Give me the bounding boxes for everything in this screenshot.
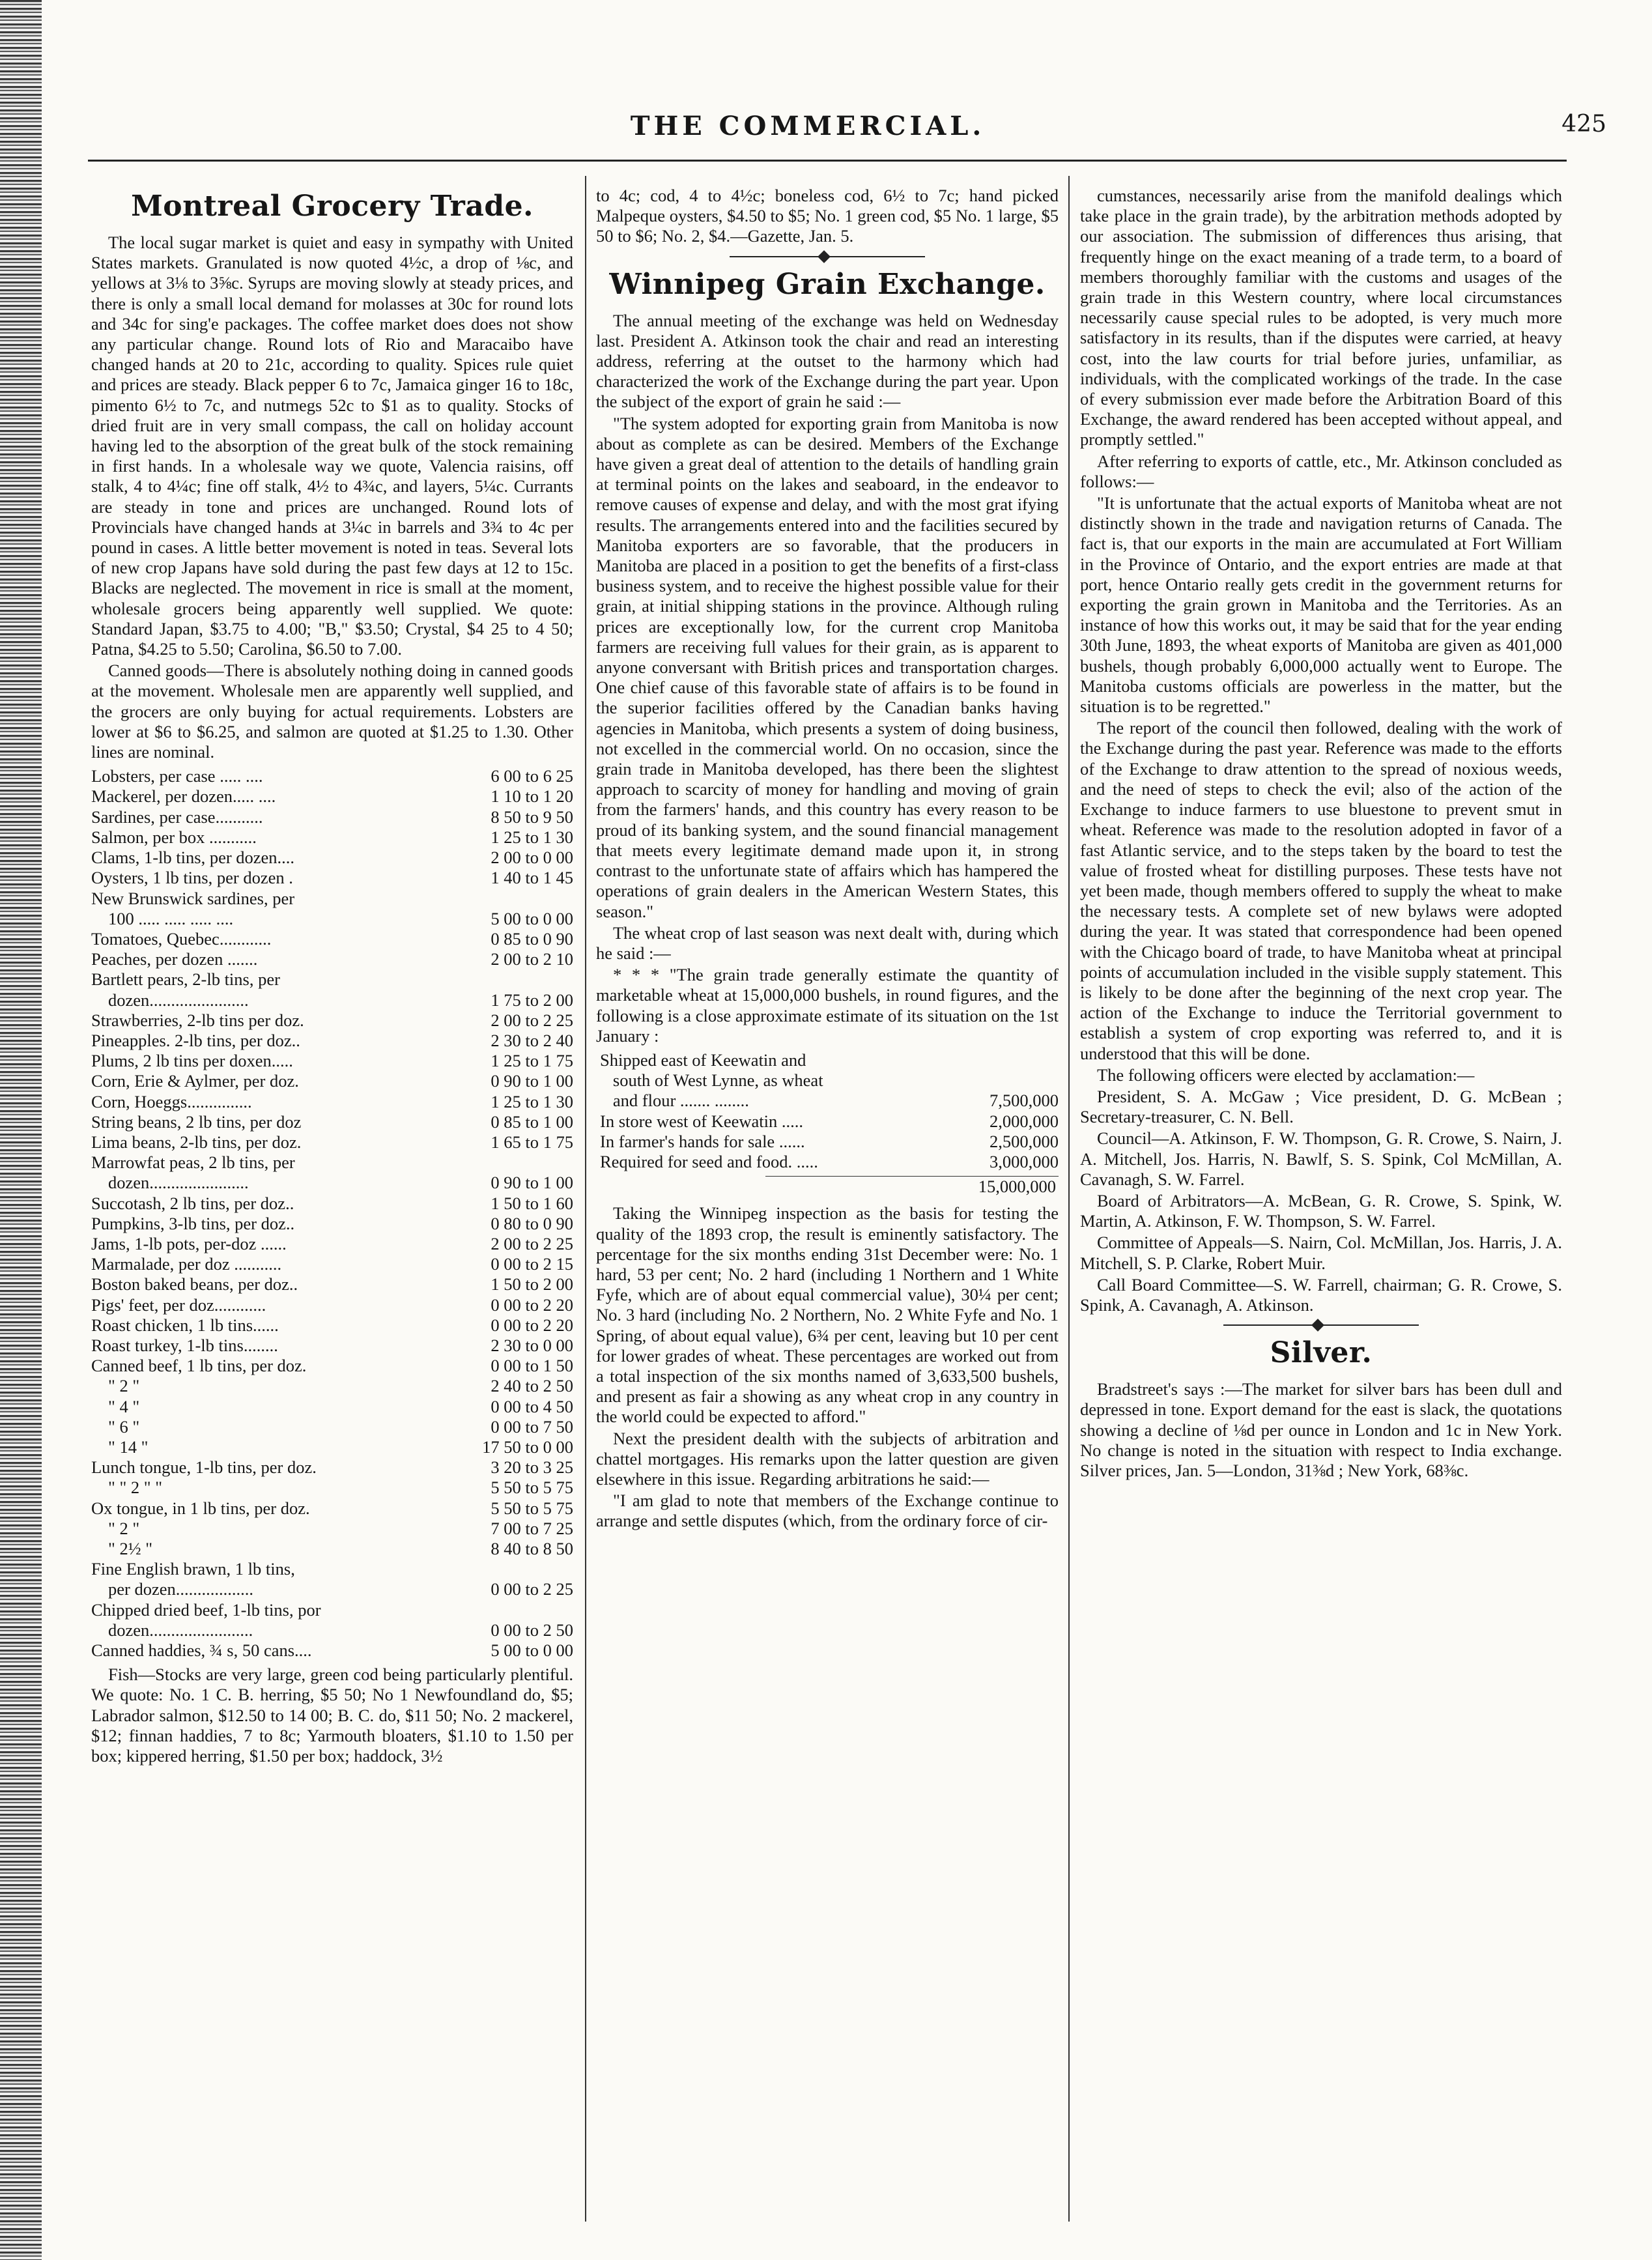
continued-text: to 4c; cod, 4 to 4½c; boneless cod, 6½ to 7c; hand picked Malpeque oysters, $4.50 to $5; No. 1 green cod, $5 No. 1 large, $5 50 to $6; No. 2, $4.—Gazette, Jan. 5. bbox=[596, 186, 1059, 246]
price-row bbox=[91, 1600, 573, 1620]
paragraph: The following officers were elected by acclamation:— bbox=[1097, 1065, 1475, 1085]
price-range: 1 25 to 1 30 bbox=[491, 827, 573, 847]
price-item: Oysters, 1 lb tins, per dozen . bbox=[91, 868, 293, 888]
price-range: 2 30 to 0 00 bbox=[491, 1335, 573, 1355]
grain-row bbox=[596, 1152, 1059, 1172]
price-item: per dozen.................. bbox=[108, 1579, 253, 1599]
price-item: Pumpkins, 3-lb tins, per doz.. bbox=[91, 1213, 295, 1233]
price-item: Roast turkey, 1-lb tins........ bbox=[91, 1335, 278, 1355]
price-range: 2 30 to 2 40 bbox=[491, 1030, 573, 1050]
price-row bbox=[91, 1051, 573, 1071]
price-row bbox=[91, 1112, 573, 1132]
price-range: 3 20 to 3 25 bbox=[491, 1457, 573, 1478]
price-item: Marmalade, per doz ........... bbox=[91, 1254, 282, 1274]
binding-edge bbox=[0, 0, 42, 2260]
price-row bbox=[91, 848, 573, 868]
price-item: Canned haddies, ¾ s, 50 cans.... bbox=[91, 1640, 312, 1661]
column-2 bbox=[596, 186, 1059, 1533]
column-divider-1 bbox=[585, 176, 586, 2222]
price-range: 1 50 to 2 00 bbox=[491, 1274, 573, 1294]
price-row bbox=[91, 1417, 573, 1437]
grain-amount: 7,500,000 bbox=[990, 1091, 1059, 1111]
price-item: Corn, Erie & Aylmer, per doz. bbox=[91, 1071, 299, 1091]
price-item: dozen....................... bbox=[108, 990, 249, 1010]
grain-amount bbox=[941, 1050, 1059, 1070]
price-row bbox=[91, 1559, 573, 1579]
price-item: " 2 " bbox=[108, 1376, 140, 1396]
price-row bbox=[91, 1031, 573, 1051]
page-number: 425 bbox=[1561, 111, 1606, 137]
price-item: Pigs' feet, per doz............ bbox=[91, 1294, 266, 1315]
price-range bbox=[449, 889, 573, 909]
price-range bbox=[449, 1600, 573, 1620]
price-item: Salmon, per box ........... bbox=[91, 827, 257, 847]
price-range: 1 40 to 1 45 bbox=[491, 868, 573, 888]
grain-row bbox=[596, 1050, 1059, 1070]
price-row bbox=[91, 1071, 573, 1091]
price-row bbox=[91, 990, 573, 1010]
price-row bbox=[91, 1519, 573, 1539]
price-range: 2 00 to 2 25 bbox=[491, 1233, 573, 1253]
price-item: Peaches, per dozen ....... bbox=[91, 949, 258, 969]
paragraph: Council—A. Atkinson, F. W. Thompson, G. R. Crowe, S. Nairn, J. A. Mitchell, Jos. Harris, N. Bawlf, S. S. Spink, Col McMillan, A. Cavanagh, S. W. Farrel. bbox=[1080, 1128, 1562, 1189]
price-row bbox=[91, 1620, 573, 1640]
price-row bbox=[91, 1173, 573, 1193]
paragraph: The local sugar market is quiet and easy in sympathy with United States markets. Granulated is now quoted 4½c, a drop of ⅛c, and yellows at 3⅛ to 3⅝c. Syrups are moving slowly at steady prices, and there is only a small local demand for molasses at 30c for round lots and 34c for sing'e packages. The coffee market does does not show any particular change. Round lots of Rio and Maracaibo have changed hands at 20 to 21c, according to quality. Spices rule quiet and prices are steady. Black pepper 6 to 7c, Jamaica ginger 16 to 18c, pimento 6½ to 7c, and nutmegs 52c to $1 as to quality. Stocks of dried fruit are in very small compass, the call on holiday account having led to the absorption of the great bulk of the stock remaining in first hands. In a wholesale way we quote, Valencia raisins, off stalk, 4 to 4¼c; fine off stalk, 4½ to 4¾c, and layers, 5¼c. Currants are steady in tone and prices are unchanged. Round lots of Provincials have changed hands at 3¼c in barrels and 3¾ to 4c per pound in cases. A little better movement is noted in teas. Several lots of new crop Japans have sold during the past few days at 12 to 15c. Blacks are neglected. The movement in rice is small at the moment, wholesale grocers being apparently well supplied. We quote: Standard Japan, $3.75 to 4.00; "B," $3.50; Crystal, $4 25 to 4 50; Patna, $4.25 to 5.50; Carolina, $6.50 to 7.00. bbox=[91, 233, 573, 659]
section-divider bbox=[1223, 1324, 1419, 1326]
price-row bbox=[91, 1457, 573, 1478]
price-item: Succotash, 2 lb tins, per doz.. bbox=[91, 1193, 294, 1213]
price-range: 0 90 to 1 00 bbox=[491, 1071, 573, 1091]
price-row bbox=[91, 1336, 573, 1356]
grain-item: Required for seed and food. ..... bbox=[600, 1151, 818, 1171]
grain-estimate-table bbox=[596, 1050, 1059, 1172]
price-item: Bartlett pears, 2-lb tins, per bbox=[91, 969, 280, 990]
price-range: 0 85 to 1 00 bbox=[491, 1111, 573, 1132]
price-range bbox=[449, 1559, 573, 1579]
price-item: " 2 " bbox=[108, 1518, 140, 1538]
price-row bbox=[91, 1640, 573, 1661]
price-range: 1 65 to 1 75 bbox=[491, 1132, 573, 1152]
grain-item: In store west of Keewatin ..... bbox=[600, 1111, 804, 1131]
article-heading-montreal: Montreal Grocery Trade. bbox=[131, 190, 534, 223]
paragraph: "It is unfortunate that the actual exports of Manitoba wheat are not distinctly shown in the trade and navigation returns of Canada. The fact is, that our exports in the main are accumulated at Fort William in the Province of Ontario, and the export entries are made at that port, hence Ontario really gets credit in the government returns for exporting the grain grown in Manitoba and the Territories. As an instance of how this works out, it may be said that for the year ending 30th June, 1893, the wheat exports of Manitoba are given as 401,000 bushels, though probably 6,000,000 actually went to Europe. The Manitoba customs officials are powerless in the matter, but the situation is to be regretted." bbox=[1080, 493, 1562, 717]
price-item: Canned beef, 1 lb tins, per doz. bbox=[91, 1356, 307, 1376]
price-row bbox=[91, 868, 573, 888]
winnipeg-paragraphs-2 bbox=[596, 1203, 1059, 1531]
price-row bbox=[91, 1498, 573, 1519]
fish-paragraph: Fish—Stocks are very large, green cod being particularly plentiful. We quote: No. 1 C. B. herring, $5 50; No 1 Newfoundland do, $5; Labrador salmon, $12.50 to 14 00; B. C. do, $11 50; No. 2 mackerel, $12; finnan haddies, 7 to 8c; Yarmouth bloaters, $1.10 to 1.50 per box; kippered herring, $1.50 per box; haddock, 3½ bbox=[91, 1665, 573, 1766]
price-range: 0 00 to 2 20 bbox=[491, 1294, 573, 1315]
paragraph: The annual meeting of the exchange was held on Wednesday last. President A. Atkinson took the chair and read an interesting address, referring at the outset to the harmony which had characterized the work of the Exchange during the part year. Upon the subject of the export of grain he said :— bbox=[596, 310, 1059, 412]
price-range: 5 50 to 5 75 bbox=[491, 1498, 573, 1518]
header-rule bbox=[88, 160, 1567, 162]
price-item: " " 2 " " bbox=[108, 1478, 163, 1498]
price-range: 0 90 to 1 00 bbox=[491, 1173, 573, 1193]
price-range: 0 80 to 0 90 bbox=[491, 1213, 573, 1233]
price-item: Clams, 1-lb tins, per dozen.... bbox=[91, 848, 295, 868]
price-range: 0 00 to 2 25 bbox=[491, 1579, 573, 1599]
price-item: String beans, 2 lb tins, per doz bbox=[91, 1111, 302, 1132]
paragraph: President, S. A. McGaw ; Vice president, D. G. McBean ; Secretary-treasurer, C. N. Bell. bbox=[1080, 1086, 1562, 1127]
paragraph: Board of Arbitrators—A. McBean, G. R. Crowe, S. Spink, W. Martin, A. Atkinson, F. W. Thompson, S. W. Farrel. bbox=[1080, 1190, 1562, 1231]
price-row bbox=[91, 1092, 573, 1112]
price-item: Lunch tongue, 1-lb tins, per doz. bbox=[91, 1457, 317, 1478]
paragraph: The report of the council then followed, dealing with the work of the Exchange during the past year. Reference was made to the efforts of the Exchange to draw attention to the spread of noxious weeds, and the need of steps to check the evil; also of the action of the Exchange to induce farmers to use bluestone to prevent smut in wheat. Reference was made to the resolution adopted in favor of a fast Atlantic service, and to the steps taken by the board to test the value of frosted wheat for distilling purposes. These tests have not yet been made, though members offered to supply the wheat to make the necessary tests. A complete set of new bylaws were adopted during the year. It was stated that correspondence had been opened with the Chicago board of trade, to have Manitoba wheat at principal points of accumulation included in the visible supply statement. This is likely to be done after the beginning of the next crop year. The action of the Exchange to induce the Territorial government to establish a system of crop exporting was referred to, and it is understood that this will be done. bbox=[1080, 718, 1562, 1063]
price-range: 1 75 to 2 00 bbox=[491, 990, 573, 1010]
masthead-title: THE COMMERCIAL. bbox=[630, 111, 986, 141]
grain-item: Shipped east of Keewatin and bbox=[600, 1050, 806, 1070]
price-item: Boston baked beans, per doz.. bbox=[91, 1274, 298, 1294]
price-item: dozen....................... bbox=[108, 1173, 249, 1193]
price-item: Pineapples. 2-lb tins, per doz.. bbox=[91, 1030, 300, 1050]
paragraph: Committee of Appeals—S. Nairn, Col. McMillan, Jos. Harris, J. A. Mitchell, S. P. Clarke, Robert Muir. bbox=[1080, 1233, 1562, 1273]
price-range: 8 50 to 9 50 bbox=[491, 807, 573, 827]
price-item: " 4 " bbox=[108, 1396, 140, 1416]
paragraph: Taking the Winnipeg inspection as the basis for testing the quality of the 1893 crop, the result is eminently satisfactory. The percentage for the six months ending 31st December were: No. 1 hard, 53 per cent; No. 2 hard (including 1 Northern and 1 White Fyfe, which are of about equal commercial value), 30¼ per cent; No. 3 hard (including No. 2 Northern, No. 2 White Fyfe and No. 1 Spring, of about equal value), 6¾ per cent, leaving but 10 per cent for lower grades of wheat. These percentages are worked out from a total inspection of the six months named of 3,633,500 bushels, and present as fair a showing as any wheat crop in any country in the world could be expected to afford." bbox=[596, 1203, 1059, 1427]
price-row bbox=[91, 827, 573, 848]
price-row bbox=[91, 1254, 573, 1274]
price-range: 0 00 to 2 50 bbox=[491, 1620, 573, 1640]
price-item: New Brunswick sardines, per bbox=[91, 888, 295, 908]
price-row bbox=[91, 889, 573, 909]
paragraph: After referring to exports of cattle, etc., Mr. Atkinson concluded as follows:— bbox=[1080, 451, 1562, 491]
price-range bbox=[449, 969, 573, 990]
article-heading-silver: Silver. bbox=[1270, 1336, 1373, 1370]
price-row bbox=[91, 766, 573, 786]
price-item: 100 ..... ..... ..... .... bbox=[108, 908, 234, 928]
price-row bbox=[91, 1437, 573, 1457]
grain-row bbox=[596, 1132, 1059, 1152]
grain-row bbox=[596, 1091, 1059, 1111]
price-range: 0 00 to 4 50 bbox=[491, 1396, 573, 1416]
price-row bbox=[91, 1397, 573, 1417]
price-row bbox=[91, 1376, 573, 1396]
price-item: Corn, Hoeggs............... bbox=[91, 1091, 252, 1111]
price-range: 7 00 to 7 25 bbox=[491, 1518, 573, 1538]
price-item: Strawberries, 2-lb tins per doz. bbox=[91, 1010, 304, 1030]
column-3 bbox=[1080, 186, 1562, 1482]
paragraph: * * * "The grain trade generally estimate the quantity of marketable wheat at 15,000,000 bushels, in round figures, and the following is a close approximate estimate of its situation on the 1st January : bbox=[596, 965, 1059, 1046]
price-range: 2 00 to 2 25 bbox=[491, 1010, 573, 1030]
price-row bbox=[91, 1579, 573, 1599]
price-row bbox=[91, 909, 573, 929]
price-range: 1 25 to 1 30 bbox=[491, 1091, 573, 1111]
price-row bbox=[91, 1295, 573, 1315]
price-range: 1 50 to 1 60 bbox=[491, 1193, 573, 1213]
paragraph: "The system adopted for exporting grain from Manitoba is now about as complete as can be desired. Members of the Exchange have given a great deal of attention to the details of handling grain at terminal points on the lakes and seaboard, in the endeavor to remove causes of expense and delay, and with the most grat ifying results. The arrangements entered into and the facilities secured by Manitoba exporters are so favorable, that the producers in Manitoba are placed in a position to get the benefits of a first-class business system, and to receive the highest possible value for their grain, at initial shipping stations in the province. Although ruling prices are exceptionally low, for the current crop Manitoba farmers are receiving full values for their grain, as is apparent to anyone conversant with British prices and transportation charges. One chief cause of this favorable state of affairs is to be found in the superior facilities offered by the Canadian banks having agencies in Manitoba, which presents a system of doing business, not excelled in the commercial world. On no occasion, since the grain trade in Manitoba developed, has there been the slightest approach to scarcity of money for handling and moving of grain from the farmers' hands, and this country has every reason to be proud of its banking system, and the sound financial management that meets every legitimate demand made upon it, in strong contrast to the unfortunate state of affairs which has hampered the operations of grain dealers in the American Western States, this season." bbox=[596, 413, 1059, 921]
article-heading-winnipeg: Winnipeg Grain Exchange. bbox=[609, 267, 1046, 301]
price-range: 5 00 to 0 00 bbox=[491, 908, 573, 928]
section-divider bbox=[730, 256, 925, 257]
price-item: Marrowfat peas, 2 lb tins, per bbox=[91, 1152, 295, 1173]
price-row bbox=[91, 1234, 573, 1254]
price-row bbox=[91, 969, 573, 990]
grain-item: and flour ....... ........ bbox=[600, 1091, 749, 1111]
price-range: 1 25 to 1 75 bbox=[491, 1051, 573, 1071]
price-item: Chipped dried beef, 1-lb tins, por bbox=[91, 1599, 321, 1620]
grain-amount: 2,000,000 bbox=[990, 1111, 1059, 1131]
price-row bbox=[91, 1478, 573, 1498]
grain-amount bbox=[941, 1070, 1059, 1091]
column-1 bbox=[91, 186, 573, 1767]
price-range: 5 50 to 5 75 bbox=[491, 1478, 573, 1498]
price-row bbox=[91, 1539, 573, 1559]
price-item: Sardines, per case........... bbox=[91, 807, 263, 827]
price-item: Fine English brawn, 1 lb tins, bbox=[91, 1559, 295, 1579]
grain-amount: 2,500,000 bbox=[990, 1131, 1059, 1151]
price-range: 2 00 to 2 10 bbox=[491, 949, 573, 969]
paragraph: cumstances, necessarily arise from the manifold dealings which take place in the grain trade), by the arbitration methods adopted by our association. The submission of differences thus arising, that frequently hinge on the exact meaning of a trade term, to a board of members thoroughly familiar with the customs and usages of the grain trade in this Western country, where local circumstances necessarily cause special rules to be adopted, is very much more satisfactory in its results, than if the disputes were carried, at heavy cost, into the law courts for trial before juries, unfamiliar, as individuals, with the complicated workings of the trade. In the case of every submission ever made before the Arbitration Board of this Exchange, the award rendered has been accepted without appeal, and promptly settled." bbox=[1080, 186, 1562, 450]
price-range: 6 00 to 6 25 bbox=[491, 766, 573, 786]
price-range: 0 00 to 1 50 bbox=[491, 1356, 573, 1376]
price-range: 17 50 to 0 00 bbox=[482, 1437, 573, 1457]
price-range bbox=[449, 1152, 573, 1173]
price-range: 0 85 to 0 90 bbox=[491, 928, 573, 949]
price-row bbox=[91, 786, 573, 807]
winnipeg-continued-paragraphs bbox=[1080, 186, 1562, 1315]
price-range: 5 00 to 0 00 bbox=[491, 1640, 573, 1661]
price-range: 0 00 to 7 50 bbox=[491, 1416, 573, 1437]
price-row bbox=[91, 1010, 573, 1031]
grain-amount: 3,000,000 bbox=[990, 1151, 1059, 1171]
price-range: 8 40 to 8 50 bbox=[491, 1539, 573, 1558]
price-range: 2 00 to 0 00 bbox=[491, 848, 573, 868]
price-item: Mackerel, per dozen..... .... bbox=[91, 786, 276, 807]
paragraph: Call Board Committee—S. W. Farrell, chairman; G. R. Crowe, S. Spink, A. Cavanagh, A. Atkinson. bbox=[1080, 1274, 1562, 1315]
grain-row bbox=[596, 1070, 1059, 1091]
price-row bbox=[91, 807, 573, 827]
paragraph: Next the president dealth with the subjects of arbitration and chattel mortgages. His remarks upon the latter question are given elsewhere in this issue. Regarding arbitrations he said:— bbox=[596, 1428, 1059, 1489]
price-row bbox=[91, 1315, 573, 1336]
grain-total: 15,000,000 bbox=[765, 1176, 1059, 1197]
winnipeg-paragraphs bbox=[596, 311, 1059, 1046]
price-item: Tomatoes, Quebec............ bbox=[91, 928, 272, 949]
price-row bbox=[91, 1194, 573, 1214]
paragraph: The wheat crop of last season was next dealt with, during which he said :— bbox=[596, 923, 1059, 963]
silver-paragraph: Bradstreet's says :—The market for silver bars has been dull and depressed in tone. Export demand for the east is slack, the quotations showing a decline of ⅛d per ounce in London and 1c in New York. No change is noted in the situation with respect to India exchange. Silver prices, Jan. 5—London, 31⅜d ; New York, 68⅜c. bbox=[1080, 1379, 1562, 1480]
paragraph: Canned goods—There is absolutely nothing doing in canned goods at the movement. Wholesale men are apparently well supplied, and the grocers are only buying for actual requirements. Lobsters are lower at $6 to $6.25, and salmon are quoted at $1.25 to 1.30. Other lines are nominal. bbox=[91, 661, 573, 762]
price-range: 0 00 to 2 20 bbox=[491, 1315, 573, 1335]
price-row bbox=[91, 949, 573, 969]
price-range: 2 40 to 2 50 bbox=[491, 1376, 573, 1396]
price-item: Plums, 2 lb tins per doxen..... bbox=[91, 1051, 293, 1071]
price-row bbox=[91, 1132, 573, 1152]
price-item: Roast chicken, 1 lb tins...... bbox=[91, 1315, 279, 1335]
price-range: 0 00 to 2 15 bbox=[491, 1254, 573, 1274]
grain-row bbox=[596, 1111, 1059, 1132]
price-item: " 6 " bbox=[108, 1416, 140, 1437]
paragraph: "I am glad to note that members of the Exchange continue to arrange and settle disputes (which, from the ordinary force of cir- bbox=[596, 1491, 1059, 1531]
price-item: Lobsters, per case ..... .... bbox=[91, 766, 263, 786]
montreal-paragraphs bbox=[91, 233, 573, 762]
price-row bbox=[91, 1274, 573, 1294]
price-item: dozen........................ bbox=[108, 1620, 253, 1640]
price-item: " 2½ " bbox=[108, 1539, 153, 1558]
grain-item: south of West Lynne, as wheat bbox=[600, 1070, 823, 1091]
price-row bbox=[91, 1356, 573, 1376]
column-divider-2 bbox=[1068, 176, 1070, 2222]
price-item: Lima beans, 2-lb tins, per doz. bbox=[91, 1132, 302, 1152]
grain-item: In farmer's hands for sale ...... bbox=[600, 1131, 805, 1151]
price-item: Ox tongue, in 1 lb tins, per doz. bbox=[91, 1498, 310, 1518]
price-item: Jams, 1-lb pots, per-doz ...... bbox=[91, 1233, 287, 1253]
canned-goods-price-list bbox=[91, 766, 573, 1661]
price-row bbox=[91, 1152, 573, 1173]
price-range: 1 10 to 1 20 bbox=[491, 786, 573, 807]
price-item: " 14 " bbox=[108, 1437, 149, 1457]
price-row bbox=[91, 929, 573, 949]
price-row bbox=[91, 1214, 573, 1234]
